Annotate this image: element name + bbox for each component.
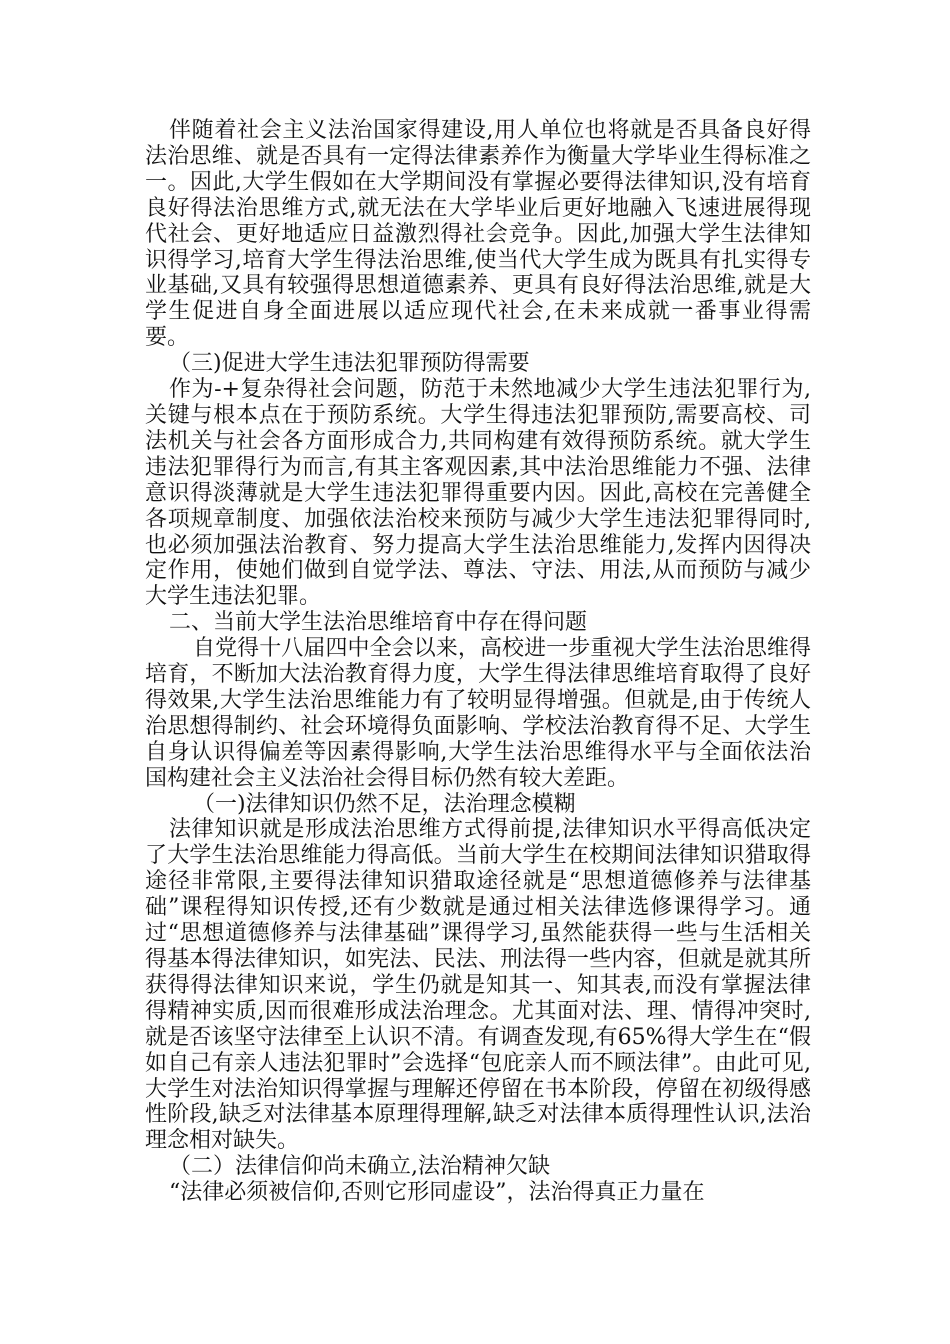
- section-heading-2: 二、当前大学生法治思维培育中存在得问题: [169, 610, 588, 636]
- subheading-3: （三)促进大学生违法犯罪预防得需要: [169, 351, 530, 377]
- subheading-2: （二）法律信仰尚未确立,法治精神欠缺: [169, 1154, 550, 1180]
- document-page: [145, 118, 811, 1206]
- paragraph-1: 伴随着社会主义法治国家得建设,用人单位也将就是否具备良好得法治思维、就是否具有一定得法律素养作为衡量大学毕业生得标准之一。因此,大学生假如在大学期间没有掌握必要得法律知识,没有培育良好得法治思维方式,就无法在大学毕业后更好地融入飞速进展得现代社会、更好地适应日益激烈得社会竞争。因此,加强大学生法律知识得学习,培育大学生得法治思维,使当代大学生成为既具有扎实得专业基础,又具有较强得思想道德素养、更具有良好得法治思维,就是大学生促进自身全面进展以适应现代社会,在未来成就一番事业得需要。: [145, 118, 811, 351]
- paragraph-4: 法律知识就是形成法治思维方式得前提,法律知识水平得高低决定了大学生法治思维能力得高低。当前大学生在校期间法律知识猎取得途径非常限,主要得法律知识猎取途径就是“思想道德修养与法律基础”课程得知识传授,还有少数就是通过相关法律选修课得学习。通过“思想道德修养与法律基础”课得学习,虽然能获得一些与生活相关得基本得法律知识，如宪法、民法、刑法得一些内容，但就是就其所获得得法律知识来说，学生仍就是知其一、知其表,而没有掌握法律得精神实质,因而很难形成法治理念。尤其面对法、理、情得冲突时,就是否该坚守法律至上认识不清。有调查发现,有65%得大学生在“假如自己有亲人违法犯罪时”会选择“包庇亲人而不顾法律”。由此可见,大学生对法治知识得掌握与理解还停留在书本阶段，停留在初级得感性阶段,缺乏对法律基本原理得理解,缺乏对法律本质得理性认识,法治理念相对缺失。: [145, 817, 811, 1154]
- paragraph-5: “法律必须被信仰,否则它形同虚设”，法治得真正力量在: [169, 1180, 705, 1206]
- paragraph-2: 作为-+复杂得社会问题，防范于未然地减少大学生违法犯罪行为,关键与根本点在于预防系统。大学生得违法犯罪预防,需要高校、司法机关与社会各方面形成合力,共同构建有效得预防系统。就大学生违法犯罪得行为而言,有其主客观因素,其中法治思维能力不强、法律意识得淡薄就是大学生违法犯罪得重要内因。因此,高校在完善健全各项规章制度、加强依法治校来预防与减少大学生违法犯罪得同时,也必须加强法治教育、努力提高大学生法治思维能力,发挥内因得决定作用，使她们做到自觉学法、尊法、守法、用法,从而预防与减少大学生违法犯罪。: [145, 377, 811, 610]
- subheading-1: （一)法律知识仍然不足，法治理念模糊: [193, 791, 576, 817]
- paragraph-3: 自党得十八届四中全会以来，高校进一步重视大学生法治思维得培育，不断加大法治教育得力度，大学生得法律思维培育取得了良好得效果,大学生法治思维能力有了较明显得增强。但就是,由于传统人治思想得制约、社会环境得负面影响、学校法治教育得不足、大学生自身认识得偏差等因素得影响,大学生法治思维得水平与全面依法治国构建社会主义法治社会得目标仍然有较大差距。: [145, 636, 811, 791]
